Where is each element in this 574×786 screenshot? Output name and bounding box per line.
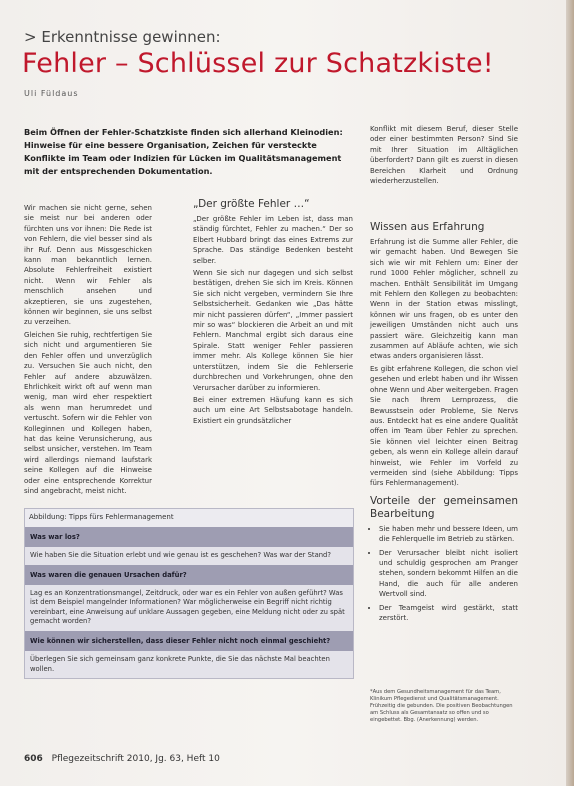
lead-paragraph: Beim Öffnen der Fehler-Schatzkiste finden sich allerhand Kleinodien: Hinweise für eine bessere Organisation, Zeichen für versteckte Konflikte im Team oder Indizien für Lücken im Qualitätsmanagement mit der entsprechenden Dokumentation. [24,127,343,176]
tips-box [24,508,354,679]
tips-question-2: Was waren die genauen Ursachen dafür? [25,565,353,585]
tips-question-3: Wie können wir sicherstellen, dass dieser Fehler nicht noch einmal geschieht? [25,631,353,651]
column-3-top [370,124,518,188]
column-1 [24,203,152,498]
tips-answer-2: Lag es an Konzentrationsmangel, Zeitdruck, oder war es ein Fehler von außen geführt? Was ist dem Beispiel mangelnder Informationen? War möglicherweise ein Begriff nicht richtig vereinbart, eine Anweisung auf unklare Aussagen gegeben, eine Meldung nicht oder zu spät gemacht worden? [25,585,353,631]
list-item: • Der Verursacher bleibt nicht isoliert und schuldig gesprochen am Pranger stehen, sondern bekommt Hilfen an die Hand, die auch für alle anderen Wertvoll sind. [379,548,518,600]
col3-heading-2: Vorteile der gemeinsamen Bearbeitung [370,494,518,520]
col1-paragraph-1: Wir machen sie nicht gerne, sehen sie meist nur bei anderen oder fürchten uns vor ihnen: Die Rede ist von Fehlern, die viel besser sind als ihr Ruf. Denn aus Missgeschicken kann man bekanntlich lernen. Absolute Fehlerfreiheit existiert nicht. Wenn wir Fehler als menschlich ansehen und akzeptieren, sie uns zugestehen, können wir beginnen, sie uns selbst zu verzeihen. [24,204,152,327]
column-2 [193,198,353,428]
list-item: • Sie haben mehr und bessere Ideen, um die Fehlerquelle im Betrieb zu stärken. [379,524,518,545]
col1-paragraph-2: Gleichen Sie ruhig, rechtfertigen Sie sich nicht und argumentieren Sie den Fehler offen und unverzüglich zu. Versuchen Sie auch nicht, den Fehler auf andere abzuwälzen. Ehrlichkeit wirkt oft auf wenn man wenig, man wird eher respektiert als wenn man herumredet und vertuscht. Sofern wir die Fehler von Kolleginnen und Kollegen haben, hat das keine Verunsicherung, aus selbst unsicher, verstehen. Im Team wird allerdings niemand laufstark seine Kollegen auf die Hinweise oder eine entsprechende Korrektur sind angebracht, meist nicht. [24,330,152,495]
col3-heading-1: Wissen aus Erfahrung [370,221,485,233]
advantages-list [370,524,518,624]
col2-paragraph-1: „Der größte Fehler im Leben ist, dass man ständig fürchtet, Fehler zu machen.“ Der so Elbert Hubbard bringt das eines Extrems zur Sprache. Das ständige Bedenken besteht selber. [193,215,353,265]
page-number: 606 [24,754,43,764]
journal-reference: Pflegezeitschrift 2010, Jg. 63, Heft 10 [51,754,220,764]
footnote: *Aus dem Gesundheitsmanagement für das Team, Klinikum Pflegedienst und Qualitätsmanagement. Frühzeitig die gebunden. Die positiven Beobachtungen am Schluss als Gesamtansatz so offen und so eingebettet. Bbg. (Anerkennung) werden. [370,689,513,723]
col2-heading: „Der größte Fehler …“ [193,198,310,210]
page-edge [566,0,574,786]
article-title: Fehler – Schlüssel zur Schatzkiste! [22,48,494,79]
col2-paragraph-2: Wenn Sie sich nur dagegen und sich selbst bestätigen, drehen Sie sich im Kreis. Können Sie sich nicht vergeben, vermindern Sie Ihre Selbstsicherheit. Gedanken wie „Das hätte mir nicht passieren dürfen“, „Immer passiert mir so was“ blockieren die Arbeit an und mit Fehlern. Manchmal ergibt sich daraus eine Spirale. Statt weniger Fehler passieren immer mehr. Als Kollege können Sie hier unterstützen, indem Sie die Fehlerserie durchbrechen und Vorkehrungen, ohne den Verursacher darüber zu informieren. [193,269,353,392]
author-name: Uli Füldaus [24,89,79,98]
col3-paragraph-1: Erfahrung ist die Summe aller Fehler, die wir gemacht haben. Und Bewegen Sie sich wie wir mit Fehlern um: Einer der rund 1000 Fehler möglicher, schnell zu machen. Enthält Sensibilität im Umgang mit Fehlern den Kollegen zu beobachten: Wenn in der Station etwas misslingt, können wir uns fragen, ob es unter den jeweiligen Umständen nicht auch uns passiert wäre. Gleichzeitig kann man zusammen auf Abläufe achten, wie sich etwas anders organisieren lässt. [370,238,518,361]
tips-answer-1: Wie haben Sie die Situation erlebt und wie genau ist es geschehen? Was war der Stand? [25,547,353,565]
col3-paragraph-0: Konflikt mit diesem Beruf, dieser Stelle oder einer bestimmten Person? Sind Sie mit Ihrer Situation im Alltäglichen überfordert? Dann gilt es zuerst in diesen Bereichen Klarheit und Ordnung wiederherzustellen. [370,125,518,186]
section-kicker: > Erkenntnisse gewinnen: [24,28,221,46]
tips-question-1: Was war los? [25,527,353,547]
col3-paragraph-2: Es gibt erfahrene Kollegen, die schon viel gesehen und erlebt haben und ihr Wissen ohne Wenn und Aber weitergeben. Fragen Sie nach Ihrem Lernprozess, die Bewusstsein oder Probleme, Sie Nervs aus. Entdeckt hat es eine andere Qualität offen im Team über Fehler zu sprechen. Sie können viel leichter einen Beitrag geben, als wenn ein Kollege allein darauf hinweist, wie Fehler im Vorfeld zu vermeiden sind (siehe Abbildung: Tipps fürs Fehlermanagement). [370,364,518,488]
tips-caption: Abbildung: Tipps fürs Fehlermanagement [29,513,174,521]
page-footer [24,754,220,764]
tips-answer-3: Überlegen Sie sich gemeinsam ganz konkrete Punkte, die Sie das nächste Mal beachten wollen. [25,651,353,678]
column-3 [370,221,518,626]
list-item: • Der Teamgeist wird gestärkt, statt zerstört. [379,603,518,624]
col2-paragraph-3: Bei einer extremen Häufung kann es sich auch um eine Art Selbstsabotage handeln. Existiert ein grundsätzlicher [193,395,353,425]
